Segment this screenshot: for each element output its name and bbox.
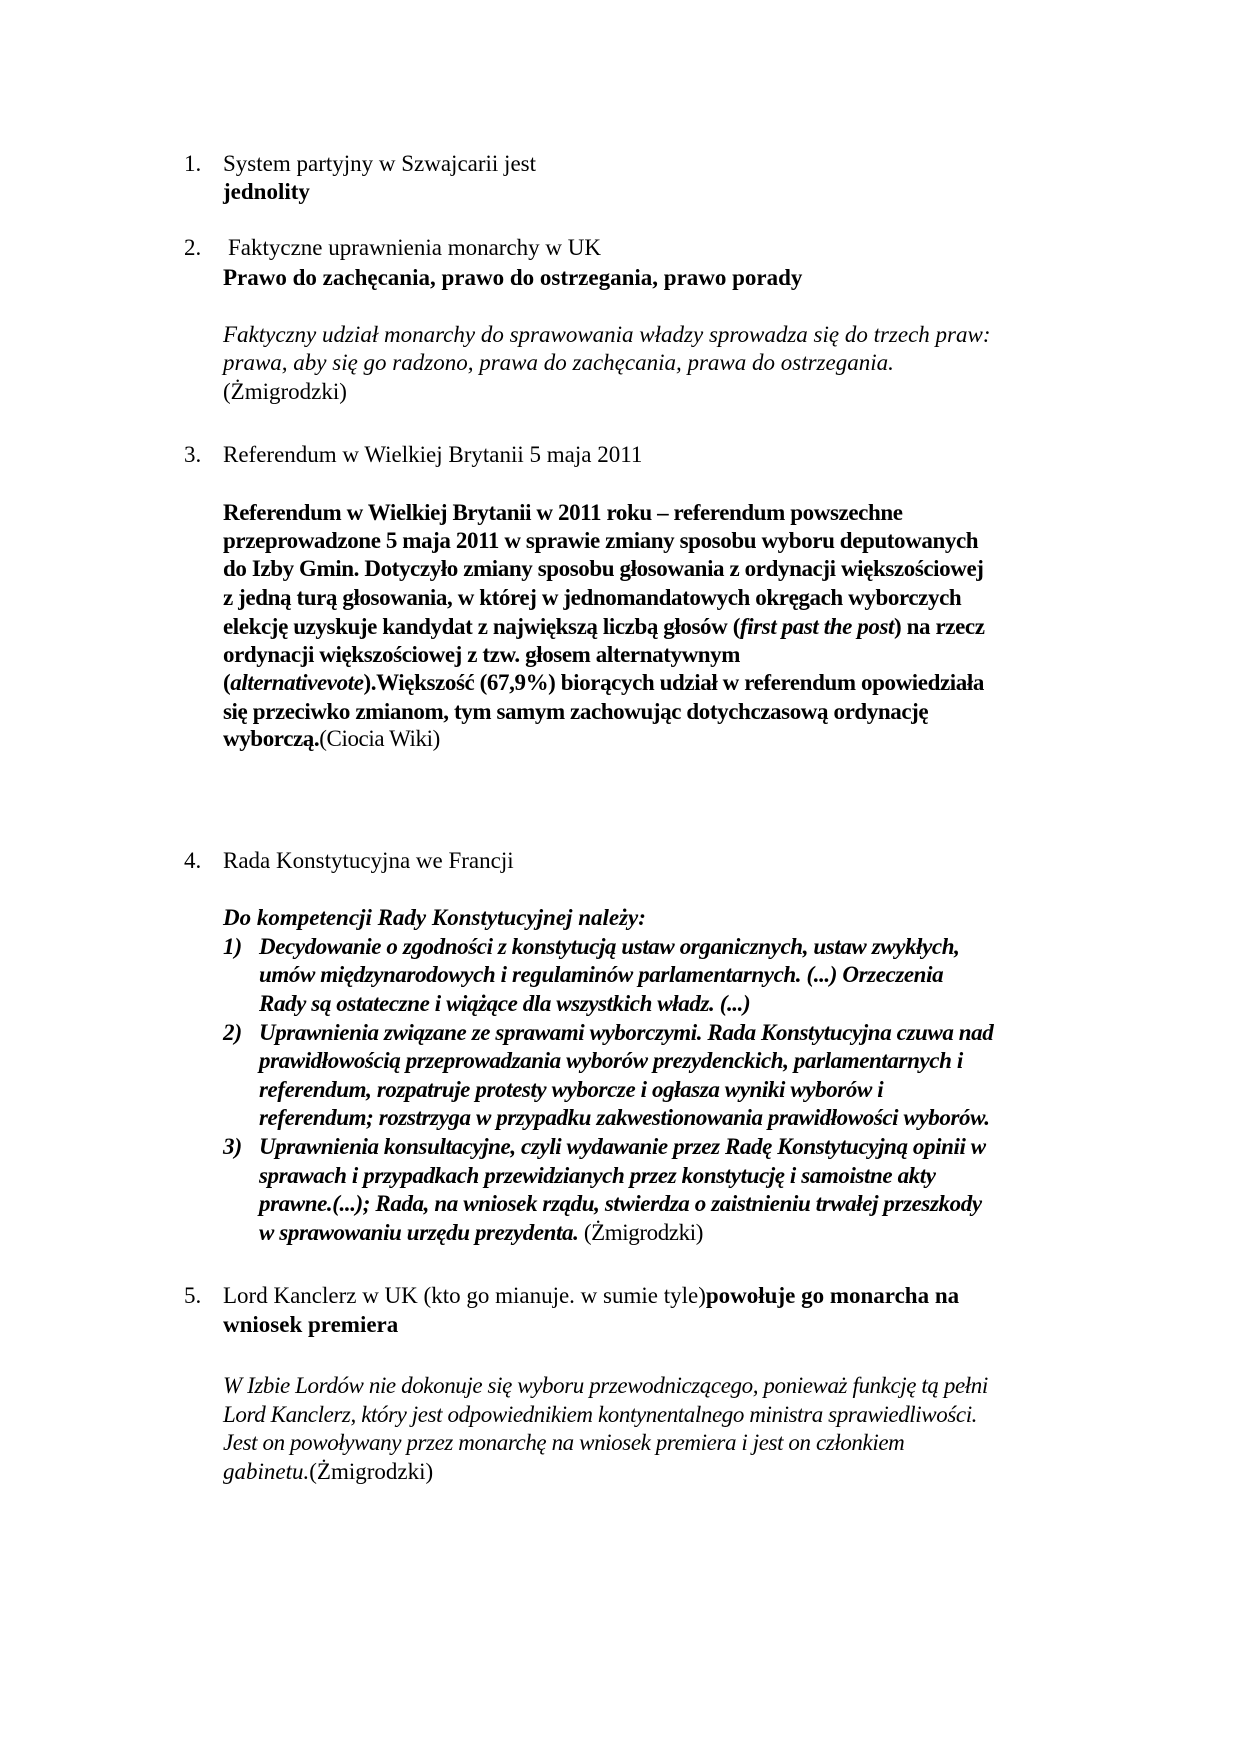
answer-segment: ) na rzecz bbox=[894, 614, 985, 639]
answer-segment: wyborczą. bbox=[223, 726, 320, 751]
answer-line: wniosek premiera bbox=[223, 1312, 399, 1337]
quote-line: Lord Kanclerz, który jest odpowiednikiem kontynentalnego ministra sprawiedliwości. bbox=[223, 1402, 978, 1427]
point-line: sprawach i przypadkach przewidzianych przez konstytucję i samoistne akty bbox=[259, 1163, 936, 1188]
answer-line: do Izby Gmin. Dotyczyło zmiany sposobu głosowania z ordynacji większościowej bbox=[223, 556, 984, 581]
point-line: Uprawnienia konsultacyjne, czyli wydawanie przez Radę Konstytucyjną opinii w bbox=[259, 1134, 986, 1159]
point-line: umów międzynarodowych i regulaminów parlamentarnych. (...) Orzeczenia bbox=[259, 962, 944, 987]
quote-line: Jest on powoływany przez monarchę na wniosek premiera i jest on członkiem bbox=[223, 1430, 905, 1455]
answer-text: powołuje go monarcha na bbox=[705, 1283, 960, 1308]
point-line: referendum; rozstrzyga w przypadku zakwestionowania prawidłowości wyborów. bbox=[259, 1105, 990, 1130]
answer-text: Prawo do zachęcania, prawo do ostrzegania, prawo porady bbox=[223, 265, 803, 290]
question-text: System partyjny w Szwajcarii jest bbox=[223, 151, 536, 176]
point-line: prawidłowością przeprowadzania wyborów prezydenckich, parlamentarnych i bbox=[259, 1048, 963, 1073]
answer-term: alternativevote bbox=[230, 670, 364, 695]
source-citation: (Ciocia Wiki) bbox=[319, 726, 440, 751]
intro-text: Do kompetencji Rady Konstytucyjnej należy: bbox=[223, 905, 646, 930]
answer-line bbox=[223, 613, 985, 641]
source-citation: (Żmigrodzki) bbox=[223, 379, 347, 404]
point-line: referendum, rozpatruje protesty wyborcze i ogłasza wyniki wyborów i bbox=[259, 1077, 884, 1102]
quote-line: prawa, aby się go radzono, prawa do zachęcania, prawa do ostrzegania. bbox=[223, 350, 894, 375]
point-line: Uprawnienia związane ze sprawami wyborczymi. Rada Konstytucyjna czuwa nad bbox=[259, 1020, 994, 1045]
source-citation: (Żmigrodzki) bbox=[583, 1220, 703, 1245]
question-text: Faktyczne uprawnienia monarchy w UK bbox=[228, 235, 601, 260]
answer-segment: elekcję uzyskuje kandydat z największą liczbą głosów ( bbox=[223, 614, 740, 639]
source-citation: (Żmigrodzki) bbox=[309, 1459, 434, 1484]
question-line bbox=[223, 1282, 959, 1310]
point-text: w sprawowaniu urzędu prezydenta. bbox=[259, 1220, 579, 1245]
answer-segment: ).Większość (67,9%) biorących udział w referendum opowiedziała bbox=[363, 670, 984, 695]
answer-line: przeprowadzone 5 maja 2011 w sprawie zmiany sposobu wyboru deputowanych bbox=[223, 528, 979, 553]
answer-segment: ( bbox=[223, 670, 231, 695]
item-number: 2. bbox=[184, 235, 202, 260]
answer-line bbox=[223, 725, 440, 753]
quote-text: gabinetu. bbox=[223, 1459, 310, 1484]
point-number: 1) bbox=[223, 934, 243, 959]
answer-line: z jedną turą głosowania, w której w jednomandatowych okręgach wyborczych bbox=[223, 585, 962, 610]
item-number: 4. bbox=[184, 848, 202, 873]
item-number: 1. bbox=[184, 151, 202, 176]
question-text: Rada Konstytucyjna we Francji bbox=[223, 848, 514, 873]
quote-line: W Izbie Lordów nie dokonuje się wyboru przewodniczącego, ponieważ funkcję tą pełni bbox=[223, 1373, 988, 1398]
point-line: Rady są ostateczne i wiążące dla wszystkich władz. (...) bbox=[259, 991, 751, 1016]
point-line: Decydowanie o zgodności z konstytucją ustaw organicznych, ustaw zwykłych, bbox=[259, 934, 960, 959]
answer-line: się przeciwko zmianom, tym samym zachowując dotychczasową ordynację bbox=[223, 699, 929, 724]
answer-line: Referendum w Wielkiej Brytanii w 2011 roku – referendum powszechne bbox=[223, 500, 903, 525]
answer-text: jednolity bbox=[223, 179, 310, 204]
answer-line: ordynacji większościowej z tzw. głosem alternatywnym bbox=[223, 642, 741, 667]
question-text: Referendum w Wielkiej Brytanii 5 maja 2011 bbox=[223, 442, 643, 467]
answer-term: first past the post bbox=[739, 614, 895, 639]
question-text: Lord Kanclerz w UK (kto go mianuje. w sumie tyle) bbox=[223, 1283, 706, 1308]
item-number: 3. bbox=[184, 442, 202, 467]
point-number: 2) bbox=[223, 1020, 243, 1045]
point-line: prawne.(...); Rada, na wniosek rządu, stwierdza o zaistnieniu trwałej przeszkody bbox=[259, 1191, 982, 1216]
point-line bbox=[259, 1219, 703, 1247]
answer-line bbox=[223, 669, 984, 697]
point-number: 3) bbox=[223, 1134, 243, 1159]
quote-line: Faktyczny udział monarchy do sprawowania władzy sprowadza się do trzech praw: bbox=[223, 322, 991, 347]
quote-line bbox=[223, 1458, 433, 1486]
item-number: 5. bbox=[184, 1283, 202, 1308]
